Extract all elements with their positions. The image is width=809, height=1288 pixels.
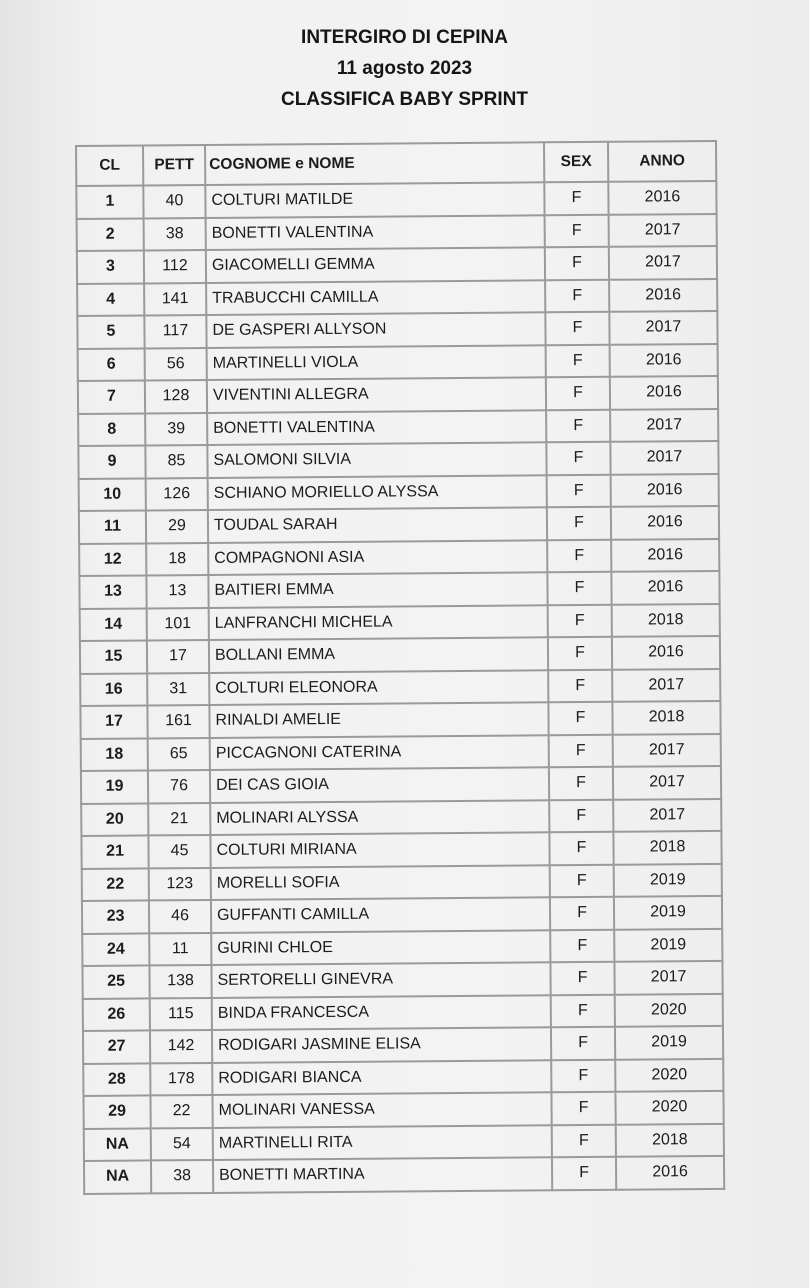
birth-year-cell: 2016: [611, 473, 719, 506]
rank-cell: 19: [81, 770, 148, 803]
sex-cell: F: [549, 767, 613, 800]
table-row: [83, 1058, 723, 1096]
birth-year-cell: 2017: [612, 668, 720, 701]
table-row: [77, 246, 717, 284]
column-header-cl: CL: [76, 145, 143, 186]
table-row: [83, 1091, 723, 1129]
rank-cell: 22: [82, 868, 149, 901]
bib-cell: 39: [145, 412, 207, 445]
athlete-name-cell: SCHIANO MORIELLO ALYSSA: [208, 475, 547, 510]
sex-cell: F: [548, 604, 612, 637]
sex-cell: F: [548, 669, 612, 702]
event-title: INTERGIRO DI CEPINA: [301, 27, 508, 48]
column-header-name: COGNOME e NOME: [205, 142, 544, 185]
rank-cell: 6: [78, 348, 145, 381]
bib-cell: 21: [148, 802, 210, 835]
birth-year-cell: 2017: [609, 213, 717, 246]
athlete-name-cell: COLTURI MIRIANA: [210, 832, 549, 867]
athlete-name-cell: RODIGARI BIANCA: [212, 1060, 551, 1095]
rank-cell: 3: [77, 250, 144, 283]
rank-cell: 13: [79, 575, 146, 608]
table-row: [80, 668, 720, 706]
sex-cell: F: [547, 507, 611, 540]
table-row: [79, 506, 719, 544]
bib-cell: 18: [146, 542, 208, 575]
rank-cell: 11: [79, 510, 146, 543]
sex-cell: F: [551, 1059, 615, 1092]
birth-year-cell: 2017: [610, 408, 718, 441]
column-header-sex: SEX: [544, 142, 608, 183]
sex-cell: F: [550, 864, 614, 897]
birth-year-cell: 2019: [614, 863, 722, 896]
rank-cell: NA: [84, 1160, 151, 1193]
sex-cell: F: [547, 539, 611, 572]
birth-year-cell: 2017: [614, 961, 722, 994]
column-header-pett: PETT: [143, 145, 205, 185]
birth-year-cell: 2020: [615, 1058, 723, 1091]
table-row: [82, 896, 722, 934]
athlete-name-cell: BONETTI MARTINA: [213, 1157, 552, 1192]
athlete-name-cell: BINDA FRANCESCA: [212, 995, 551, 1030]
rank-cell: 9: [78, 445, 145, 478]
table-row: [83, 993, 723, 1031]
sex-cell: F: [545, 214, 609, 247]
sex-cell: F: [546, 344, 610, 377]
bib-cell: 45: [148, 835, 210, 868]
rank-cell: 1: [76, 185, 143, 218]
sex-cell: F: [548, 702, 612, 735]
athlete-name-cell: COLTURI ELEONORA: [209, 670, 548, 705]
athlete-name-cell: PICCAGNONI CATERINA: [210, 735, 549, 770]
rank-cell: 7: [78, 380, 145, 413]
table-row: [79, 571, 719, 609]
table-row: [77, 278, 717, 316]
sex-cell: F: [552, 1157, 616, 1190]
table-row: [77, 213, 717, 251]
rank-cell: 23: [82, 900, 149, 933]
sex-cell: F: [545, 279, 609, 312]
athlete-name-cell: BAITIERI EMMA: [208, 572, 547, 607]
birth-year-cell: 2018: [612, 603, 720, 636]
birth-year-cell: 2019: [615, 1026, 723, 1059]
bib-cell: 40: [143, 185, 205, 218]
birth-year-cell: 2018: [612, 701, 720, 734]
athlete-name-cell: DE GASPERI ALLYSON: [206, 312, 545, 347]
rank-cell: 26: [83, 998, 150, 1031]
rank-cell: 10: [79, 478, 146, 511]
birth-year-cell: 2017: [613, 798, 721, 831]
document-header: [0, 22, 809, 115]
athlete-name-cell: COLTURI MATILDE: [205, 182, 544, 217]
bib-cell: 29: [146, 510, 208, 543]
athlete-name-cell: MOLINARI VANESSA: [212, 1092, 551, 1127]
rank-cell: 29: [83, 1095, 150, 1128]
event-date: 11 agosto 2023: [336, 58, 473, 79]
birth-year-cell: 2016: [616, 1156, 724, 1189]
athlete-name-cell: RODIGARI JASMINE ELISA: [212, 1027, 551, 1062]
bib-cell: 178: [150, 1062, 212, 1095]
table-row: [80, 636, 720, 674]
table-row: [80, 603, 720, 641]
birth-year-cell: 2018: [613, 831, 721, 864]
birth-year-cell: 2020: [615, 1091, 723, 1124]
sex-cell: F: [546, 377, 610, 410]
birth-year-cell: 2019: [614, 896, 722, 929]
bib-cell: 112: [144, 250, 206, 283]
sex-cell: F: [550, 929, 614, 962]
table-row: [77, 311, 717, 349]
sex-cell: F: [549, 832, 613, 865]
athlete-name-cell: MARTINELLI VIOLA: [207, 345, 546, 380]
table-row: [81, 766, 721, 804]
bib-cell: 76: [148, 770, 210, 803]
rank-cell: 12: [79, 543, 146, 576]
table-row: [78, 343, 718, 381]
birth-year-cell: 2016: [608, 181, 716, 214]
bib-cell: 13: [146, 575, 208, 608]
bib-cell: 17: [147, 640, 209, 673]
table-row: [78, 441, 718, 479]
birth-year-cell: 2016: [611, 571, 719, 604]
sex-cell: F: [544, 182, 608, 215]
table-row: [78, 408, 718, 446]
athlete-name-cell: VIVENTINI ALLEGRA: [207, 377, 546, 412]
results-table-container: [75, 140, 723, 1194]
ranking-title: CLASSIFICA BABY SPRINT: [280, 89, 529, 110]
rank-cell: 5: [77, 315, 144, 348]
athlete-name-cell: BONETTI VALENTINA: [206, 215, 545, 250]
sex-cell: F: [548, 637, 612, 670]
results-table-body: [76, 181, 724, 1193]
rank-cell: 4: [77, 283, 144, 316]
bib-cell: 31: [147, 672, 209, 705]
bib-cell: 38: [144, 217, 206, 250]
rank-cell: 18: [81, 738, 148, 771]
athlete-name-cell: DEI CAS GIOIA: [210, 767, 549, 802]
bib-cell: 56: [145, 347, 207, 380]
bib-cell: 85: [145, 445, 207, 478]
table-row: [78, 376, 718, 414]
table-row: [84, 1123, 724, 1161]
table-row: [81, 733, 721, 771]
column-header-anno: ANNO: [608, 141, 716, 182]
bib-cell: 123: [149, 867, 211, 900]
sex-cell: F: [545, 312, 609, 345]
table-row: [83, 1026, 723, 1064]
athlete-name-cell: BONETTI VALENTINA: [207, 410, 546, 445]
bib-cell: 126: [146, 477, 208, 510]
table-row: [81, 798, 721, 836]
rank-cell: 28: [83, 1063, 150, 1096]
sex-cell: F: [547, 572, 611, 605]
table-row: [84, 1156, 724, 1194]
sex-cell: F: [550, 897, 614, 930]
rank-cell: 25: [82, 965, 149, 998]
table-row: [80, 701, 720, 739]
athlete-name-cell: COMPAGNONI ASIA: [208, 540, 547, 575]
rank-cell: 21: [81, 835, 148, 868]
athlete-name-cell: BOLLANI EMMA: [209, 637, 548, 672]
athlete-name-cell: GUFFANTI CAMILLA: [211, 897, 550, 932]
birth-year-cell: 2018: [616, 1123, 724, 1156]
bib-cell: 65: [148, 737, 210, 770]
bib-cell: 138: [149, 965, 211, 998]
birth-year-cell: 2017: [613, 733, 721, 766]
table-row: [81, 831, 721, 869]
rank-cell: 24: [82, 933, 149, 966]
table-row: [82, 863, 722, 901]
rank-cell: 2: [77, 218, 144, 251]
birth-year-cell: 2017: [609, 311, 717, 344]
sex-cell: F: [546, 442, 610, 475]
birth-year-cell: 2017: [613, 766, 721, 799]
rank-cell: 15: [80, 640, 147, 673]
rank-cell: 27: [83, 1030, 150, 1063]
bib-cell: 22: [150, 1095, 212, 1128]
table-row: [82, 928, 722, 966]
rank-cell: 8: [78, 413, 145, 446]
bib-cell: 38: [151, 1160, 213, 1193]
table-header-row: [76, 141, 716, 186]
athlete-name-cell: RINALDI AMELIE: [209, 702, 548, 737]
bib-cell: 117: [144, 315, 206, 348]
sex-cell: F: [546, 409, 610, 442]
athlete-name-cell: GIACOMELLI GEMMA: [206, 247, 545, 282]
rank-cell: 16: [80, 673, 147, 706]
birth-year-cell: 2016: [610, 376, 718, 409]
birth-year-cell: 2016: [612, 636, 720, 669]
birth-year-cell: 2019: [614, 928, 722, 961]
sex-cell: F: [552, 1124, 616, 1157]
athlete-name-cell: MORELLI SOFIA: [211, 865, 550, 900]
results-table: [75, 140, 725, 1195]
birth-year-cell: 2016: [611, 538, 719, 571]
bib-cell: 142: [150, 1030, 212, 1063]
athlete-name-cell: SALOMONI SILVIA: [207, 442, 546, 477]
sex-cell: F: [549, 799, 613, 832]
bib-cell: 128: [145, 380, 207, 413]
bib-cell: 115: [150, 997, 212, 1030]
rank-cell: 14: [80, 608, 147, 641]
sex-cell: F: [545, 247, 609, 280]
bib-cell: 46: [149, 900, 211, 933]
birth-year-cell: 2017: [609, 246, 717, 279]
athlete-name-cell: LANFRANCHI MICHELA: [209, 605, 548, 640]
sex-cell: F: [551, 1027, 615, 1060]
table-row: [82, 961, 722, 999]
athlete-name-cell: MARTINELLI RITA: [213, 1125, 552, 1160]
athlete-name-cell: MOLINARI ALYSSA: [210, 800, 549, 835]
bib-cell: 161: [147, 705, 209, 738]
rank-cell: 17: [80, 705, 147, 738]
athlete-name-cell: TRABUCCHI CAMILLA: [206, 280, 545, 315]
athlete-name-cell: GURINI CHLOE: [211, 930, 550, 965]
birth-year-cell: 2016: [610, 343, 718, 376]
birth-year-cell: 2016: [611, 506, 719, 539]
birth-year-cell: 2017: [610, 441, 718, 474]
sex-cell: F: [550, 962, 614, 995]
rank-cell: 20: [81, 803, 148, 836]
birth-year-cell: 2020: [615, 993, 723, 1026]
sex-cell: F: [547, 474, 611, 507]
sex-cell: F: [549, 734, 613, 767]
sex-cell: F: [551, 1092, 615, 1125]
sex-cell: F: [551, 994, 615, 1027]
bib-cell: 11: [149, 932, 211, 965]
bib-cell: 54: [151, 1127, 213, 1160]
table-row: [79, 473, 719, 511]
birth-year-cell: 2016: [609, 278, 717, 311]
bib-cell: 101: [147, 607, 209, 640]
athlete-name-cell: SERTORELLI GINEVRA: [211, 962, 550, 997]
table-row: [79, 538, 719, 576]
rank-cell: NA: [84, 1128, 151, 1161]
table-row: [76, 181, 716, 219]
bib-cell: 141: [144, 282, 206, 315]
athlete-name-cell: TOUDAL SARAH: [208, 507, 547, 542]
